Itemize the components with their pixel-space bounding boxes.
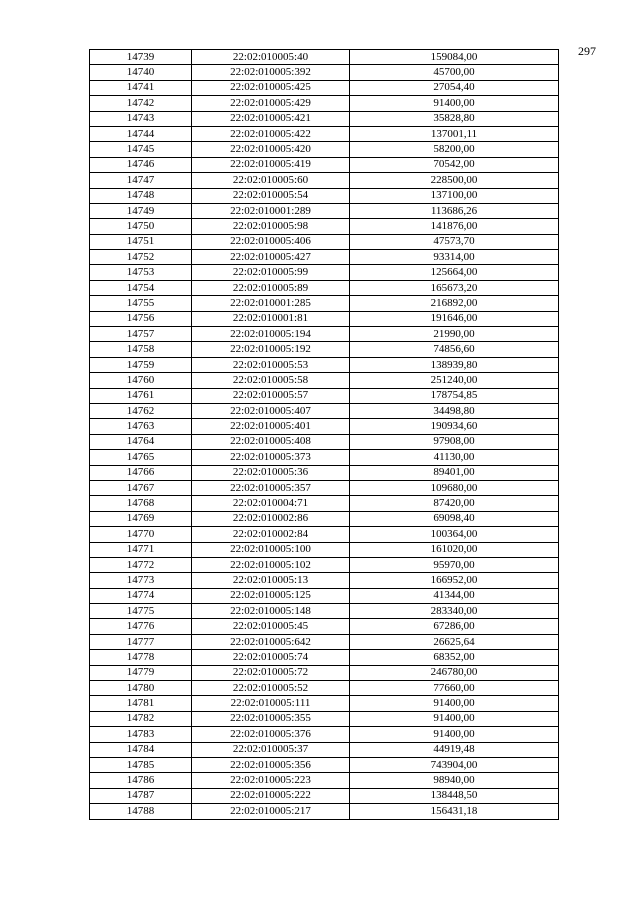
- cadastral-number-cell: 22:02:010005:222: [192, 788, 350, 803]
- cadastral-number-cell: 22:02:010005:217: [192, 804, 350, 819]
- row-number-cell: 14742: [90, 96, 192, 111]
- table-row: [90, 142, 559, 157]
- row-number-cell: 14771: [90, 542, 192, 557]
- table-row: [90, 665, 559, 680]
- cadastral-number-cell: 22:02:010004:71: [192, 496, 350, 511]
- row-number-cell: 14776: [90, 619, 192, 634]
- cadastral-number-cell: 22:02:010005:642: [192, 634, 350, 649]
- value-cell: 178754,85: [350, 388, 559, 403]
- row-number-cell: 14786: [90, 773, 192, 788]
- row-number-cell: 14768: [90, 496, 192, 511]
- table-row: [90, 96, 559, 111]
- row-number-cell: 14752: [90, 250, 192, 265]
- row-number-cell: 14775: [90, 604, 192, 619]
- row-number-cell: 14739: [90, 50, 192, 65]
- value-cell: 159084,00: [350, 50, 559, 65]
- cadastral-number-cell: 22:02:010001:285: [192, 296, 350, 311]
- table-row: [90, 280, 559, 295]
- value-cell: 47573,70: [350, 234, 559, 249]
- value-cell: 91400,00: [350, 711, 559, 726]
- value-cell: 216892,00: [350, 296, 559, 311]
- table-row: [90, 727, 559, 742]
- cadastral-number-cell: 22:02:010005:13: [192, 573, 350, 588]
- table-row: [90, 619, 559, 634]
- row-number-cell: 14773: [90, 573, 192, 588]
- value-cell: 137100,00: [350, 188, 559, 203]
- cadastral-number-cell: 22:02:010005:57: [192, 388, 350, 403]
- value-cell: 125664,00: [350, 265, 559, 280]
- cadastral-number-cell: 22:02:010005:407: [192, 403, 350, 418]
- value-cell: 191646,00: [350, 311, 559, 326]
- cadastral-number-cell: 22:02:010005:45: [192, 619, 350, 634]
- cadastral-number-cell: 22:02:010005:401: [192, 419, 350, 434]
- row-number-cell: 14762: [90, 403, 192, 418]
- cadastral-number-cell: 22:02:010005:52: [192, 681, 350, 696]
- cadastral-number-cell: 22:02:010005:192: [192, 342, 350, 357]
- value-cell: 138448,50: [350, 788, 559, 803]
- value-cell: 74856,60: [350, 342, 559, 357]
- value-cell: 41130,00: [350, 450, 559, 465]
- value-cell: 27054,40: [350, 80, 559, 95]
- row-number-cell: 14760: [90, 373, 192, 388]
- cadastral-number-cell: 22:02:010005:420: [192, 142, 350, 157]
- row-number-cell: 14779: [90, 665, 192, 680]
- row-number-cell: 14788: [90, 804, 192, 819]
- row-number-cell: 14757: [90, 327, 192, 342]
- cadastral-number-cell: 22:02:010005:223: [192, 773, 350, 788]
- cadastral-number-cell: 22:02:010002:86: [192, 511, 350, 526]
- row-number-cell: 14766: [90, 465, 192, 480]
- row-number-cell: 14744: [90, 126, 192, 141]
- table-row: [90, 157, 559, 172]
- table-row: [90, 311, 559, 326]
- table-row: [90, 188, 559, 203]
- row-number-cell: 14758: [90, 342, 192, 357]
- value-cell: 91400,00: [350, 727, 559, 742]
- cadastral-number-cell: 22:02:010005:89: [192, 280, 350, 295]
- value-cell: 91400,00: [350, 696, 559, 711]
- table-row: [90, 357, 559, 372]
- table-row: [90, 788, 559, 803]
- value-cell: 89401,00: [350, 465, 559, 480]
- cadastral-number-cell: 22:02:010005:40: [192, 50, 350, 65]
- row-number-cell: 14745: [90, 142, 192, 157]
- value-cell: 69098,40: [350, 511, 559, 526]
- row-number-cell: 14746: [90, 157, 192, 172]
- cadastral-number-cell: 22:02:010005:421: [192, 111, 350, 126]
- table-row: [90, 80, 559, 95]
- cadastral-number-cell: 22:02:010005:98: [192, 219, 350, 234]
- table-row: [90, 50, 559, 65]
- table-row: [90, 681, 559, 696]
- cadastral-number-cell: 22:02:010005:53: [192, 357, 350, 372]
- table-row: [90, 757, 559, 772]
- value-cell: 98940,00: [350, 773, 559, 788]
- cadastral-number-cell: 22:02:010005:148: [192, 604, 350, 619]
- table-row: [90, 450, 559, 465]
- cadastral-number-cell: 22:02:010005:392: [192, 65, 350, 80]
- row-number-cell: 14756: [90, 311, 192, 326]
- value-cell: 97908,00: [350, 434, 559, 449]
- table-row: [90, 342, 559, 357]
- cadastral-number-cell: 22:02:010005:111: [192, 696, 350, 711]
- row-number-cell: 14754: [90, 280, 192, 295]
- table-row: [90, 419, 559, 434]
- cadastral-number-cell: 22:02:010005:99: [192, 265, 350, 280]
- row-number-cell: 14769: [90, 511, 192, 526]
- table-row: [90, 742, 559, 757]
- value-cell: 95970,00: [350, 557, 559, 572]
- row-number-cell: 14780: [90, 681, 192, 696]
- cadastral-number-cell: 22:02:010005:100: [192, 542, 350, 557]
- cadastral-number-cell: 22:02:010005:102: [192, 557, 350, 572]
- cadastral-number-cell: 22:02:010005:406: [192, 234, 350, 249]
- value-cell: 41344,00: [350, 588, 559, 603]
- row-number-cell: 14784: [90, 742, 192, 757]
- cadastral-number-cell: 22:02:010005:36: [192, 465, 350, 480]
- value-cell: 68352,00: [350, 650, 559, 665]
- value-cell: 21990,00: [350, 327, 559, 342]
- table-row: [90, 126, 559, 141]
- table-row: [90, 373, 559, 388]
- value-cell: 100364,00: [350, 527, 559, 542]
- cadastral-number-cell: 22:02:010005:373: [192, 450, 350, 465]
- value-cell: 228500,00: [350, 173, 559, 188]
- row-number-cell: 14770: [90, 527, 192, 542]
- value-cell: 138939,80: [350, 357, 559, 372]
- cadastral-number-cell: 22:02:010001:289: [192, 203, 350, 218]
- cadastral-number-cell: 22:02:010002:84: [192, 527, 350, 542]
- value-cell: 91400,00: [350, 96, 559, 111]
- value-cell: 93314,00: [350, 250, 559, 265]
- value-cell: 34498,80: [350, 403, 559, 418]
- row-number-cell: 14747: [90, 173, 192, 188]
- value-cell: 251240,00: [350, 373, 559, 388]
- cadastral-number-cell: 22:02:010005:419: [192, 157, 350, 172]
- row-number-cell: 14759: [90, 357, 192, 372]
- value-cell: 87420,00: [350, 496, 559, 511]
- value-cell: 113686,26: [350, 203, 559, 218]
- table-row: [90, 711, 559, 726]
- cadastral-number-cell: 22:02:010005:425: [192, 80, 350, 95]
- row-number-cell: 14740: [90, 65, 192, 80]
- table-row: [90, 650, 559, 665]
- value-cell: 141876,00: [350, 219, 559, 234]
- row-number-cell: 14755: [90, 296, 192, 311]
- row-number-cell: 14777: [90, 634, 192, 649]
- row-number-cell: 14774: [90, 588, 192, 603]
- row-number-cell: 14743: [90, 111, 192, 126]
- value-cell: 35828,80: [350, 111, 559, 126]
- value-cell: 246780,00: [350, 665, 559, 680]
- table-row: [90, 388, 559, 403]
- table-row: [90, 111, 559, 126]
- row-number-cell: 14785: [90, 757, 192, 772]
- table-row: [90, 511, 559, 526]
- row-number-cell: 14753: [90, 265, 192, 280]
- row-number-cell: 14787: [90, 788, 192, 803]
- row-number-cell: 14764: [90, 434, 192, 449]
- value-cell: 45700,00: [350, 65, 559, 80]
- value-cell: 58200,00: [350, 142, 559, 157]
- row-number-cell: 14741: [90, 80, 192, 95]
- value-cell: 283340,00: [350, 604, 559, 619]
- page-number: 297: [578, 44, 596, 58]
- row-number-cell: 14748: [90, 188, 192, 203]
- cadastral-number-cell: 22:02:010005:429: [192, 96, 350, 111]
- table-row: [90, 173, 559, 188]
- table-row: [90, 203, 559, 218]
- row-number-cell: 14778: [90, 650, 192, 665]
- value-cell: 26625,64: [350, 634, 559, 649]
- cadastral-number-cell: 22:02:010005:37: [192, 742, 350, 757]
- cadastral-number-cell: 22:02:010005:408: [192, 434, 350, 449]
- table-body: [90, 50, 559, 820]
- row-number-cell: 14783: [90, 727, 192, 742]
- table-row: [90, 804, 559, 819]
- table-row: [90, 219, 559, 234]
- cadastral-number-cell: 22:02:010005:356: [192, 757, 350, 772]
- value-cell: 44919,48: [350, 742, 559, 757]
- table-row: [90, 327, 559, 342]
- table-row: [90, 634, 559, 649]
- table-row: [90, 573, 559, 588]
- table-row: [90, 434, 559, 449]
- cadastral-number-cell: 22:02:010001:81: [192, 311, 350, 326]
- row-number-cell: 14761: [90, 388, 192, 403]
- value-cell: 156431,18: [350, 804, 559, 819]
- row-number-cell: 14765: [90, 450, 192, 465]
- value-cell: 165673,20: [350, 280, 559, 295]
- value-cell: 190934,60: [350, 419, 559, 434]
- cadastral-number-cell: 22:02:010005:194: [192, 327, 350, 342]
- table-row: [90, 234, 559, 249]
- table-row: [90, 527, 559, 542]
- cadastral-number-cell: 22:02:010005:125: [192, 588, 350, 603]
- row-number-cell: 14782: [90, 711, 192, 726]
- table-row: [90, 773, 559, 788]
- table-row: [90, 557, 559, 572]
- table-row: [90, 604, 559, 619]
- data-table: [89, 49, 559, 820]
- table-row: [90, 465, 559, 480]
- cadastral-number-cell: 22:02:010005:427: [192, 250, 350, 265]
- row-number-cell: 14763: [90, 419, 192, 434]
- table-row: [90, 496, 559, 511]
- cadastral-number-cell: 22:02:010005:376: [192, 727, 350, 742]
- row-number-cell: 14767: [90, 480, 192, 495]
- table-row: [90, 480, 559, 495]
- table-row: [90, 265, 559, 280]
- cadastral-number-cell: 22:02:010005:355: [192, 711, 350, 726]
- cadastral-number-cell: 22:02:010005:422: [192, 126, 350, 141]
- value-cell: 166952,00: [350, 573, 559, 588]
- value-cell: 109680,00: [350, 480, 559, 495]
- value-cell: 137001,11: [350, 126, 559, 141]
- table-row: [90, 542, 559, 557]
- row-number-cell: 14781: [90, 696, 192, 711]
- cadastral-number-cell: 22:02:010005:60: [192, 173, 350, 188]
- row-number-cell: 14772: [90, 557, 192, 572]
- value-cell: 67286,00: [350, 619, 559, 634]
- table-row: [90, 696, 559, 711]
- cadastral-number-cell: 22:02:010005:72: [192, 665, 350, 680]
- value-cell: 77660,00: [350, 681, 559, 696]
- value-cell: 70542,00: [350, 157, 559, 172]
- value-cell: 743904,00: [350, 757, 559, 772]
- row-number-cell: 14751: [90, 234, 192, 249]
- table-row: [90, 250, 559, 265]
- cadastral-number-cell: 22:02:010005:54: [192, 188, 350, 203]
- cadastral-number-cell: 22:02:010005:357: [192, 480, 350, 495]
- table-row: [90, 65, 559, 80]
- row-number-cell: 14750: [90, 219, 192, 234]
- cadastral-number-cell: 22:02:010005:58: [192, 373, 350, 388]
- cadastral-number-cell: 22:02:010005:74: [192, 650, 350, 665]
- table-row: [90, 403, 559, 418]
- row-number-cell: 14749: [90, 203, 192, 218]
- value-cell: 161020,00: [350, 542, 559, 557]
- table-row: [90, 588, 559, 603]
- table-row: [90, 296, 559, 311]
